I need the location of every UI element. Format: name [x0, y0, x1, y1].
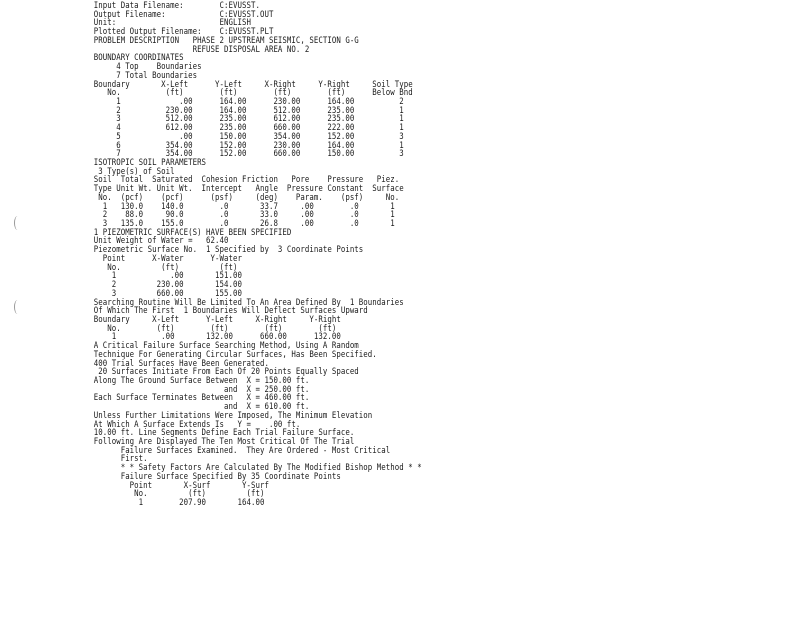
- document-line: Failure Surfaces Examined. They Are Ordered - Most Critical: [93, 445, 391, 456]
- document-line: No. (ft) (ft): [93, 489, 265, 500]
- document-line: At Which A Surface Extends Is Y = .00 ft.: [93, 419, 301, 430]
- document-line: No. (ft) (ft) (ft) (ft): [93, 323, 337, 334]
- document-line: 2 230.00 164.00 512.00 235.00 1: [93, 105, 404, 116]
- document-line: and X = 250.00 ft.: [93, 384, 310, 395]
- document-line: Input Data Filename: C:EVUSST.: [93, 1, 260, 11]
- document-line: 1 130.0 140.0 .0 33.7 .00 .0 1: [93, 201, 395, 212]
- document-line: No. (pcf) (pcf) (psf) (deg) Param. (psf) No.: [93, 192, 400, 203]
- document-line: ISOTROPIC SOIL PARAMETERS: [93, 158, 207, 168]
- document-line: Each Surface Terminates Between X = 460.00 ft.: [93, 393, 310, 404]
- document-line: Failure Surface Specified By 35 Coordinate Points: [93, 471, 341, 482]
- document-line: 3 660.00 155.00: [93, 288, 242, 299]
- document-line: * * Safety Factors Are Calculated By The Modified Bishop Method * *: [93, 463, 422, 474]
- document-line: No. (ft) (ft): [93, 262, 238, 273]
- document-line: 1 .00 151.00: [93, 271, 242, 282]
- document-line: Technique For Generating Circular Surfaces, Has Been Specified.: [93, 349, 377, 360]
- document-line: 4 Top Boundaries: [93, 62, 202, 72]
- document-line: REFUSE DISPOSAL AREA NO. 2: [93, 44, 310, 55]
- scan-edge-mark: [14, 300, 21, 314]
- document-line: 4 612.00 235.00 660.00 222.00 1: [93, 123, 404, 134]
- document-line: 2 230.00 154.00: [93, 280, 242, 290]
- document-line: 6 354.00 152.00 230.00 164.00 1: [93, 140, 404, 151]
- document-line: Soil Total Saturated Cohesion Friction Pore Pressure Piez.: [93, 175, 400, 186]
- document-line: 20 Surfaces Initiate From Each Of 20 Points Equally Spaced: [93, 367, 359, 378]
- document-line: 7 354.00 152.00 660.00 150.00 3: [93, 149, 404, 160]
- document-line: 10.00 ft. Line Segments Define Each Trial Failure Surface.: [93, 428, 355, 439]
- document-line: Point X-Water Y-Water: [93, 253, 242, 264]
- document-line: Unit Weight of Water = 62.40: [93, 236, 229, 247]
- document-line: Plotted Output Filename: C:EVUSST.PLT: [93, 27, 274, 38]
- document-line: and X = 610.00 ft.: [93, 402, 310, 413]
- document-line: 3 Type(s) of Soil: [93, 166, 175, 177]
- document-line: Unit: ENGLISH: [93, 18, 251, 29]
- document-line: Point X-Surf Y-Surf: [93, 480, 269, 491]
- document-line: Unless Further Limitations Were Imposed, The Minimum Elevation: [93, 410, 373, 421]
- document-line: First.: [93, 454, 148, 465]
- document-line: A Critical Failure Surface Searching Method, Using A Random: [93, 341, 359, 352]
- document-line: 1 .00 164.00 230.00 164.00 2: [93, 96, 404, 107]
- document-line: 5 .00 150.00 354.00 152.00 3: [93, 131, 404, 142]
- document-line: Following Are Displayed The Ten Most Critical Of The Trial: [93, 437, 355, 447]
- document-line: 1 .00 132.00 660.00 132.00: [93, 332, 341, 343]
- document-line: Boundary X-Left Y-Left X-Right Y-Right: [93, 314, 341, 325]
- document-line: PROBLEM DESCRIPTION PHASE 2 UPSTREAM SEISMIC, SECTION G-G: [93, 35, 359, 46]
- document-line: Type Unit Wt. Unit Wt. Intercept Angle Pressure Constant Surface: [93, 184, 404, 195]
- scan-edge-mark: [14, 216, 21, 230]
- document-line: 7 Total Boundaries: [93, 70, 198, 81]
- document-line: 3 512.00 235.00 612.00 235.00 1: [93, 114, 404, 125]
- document-line: Output Filename: C:EVUSST.OUT: [93, 9, 274, 20]
- document-line: 400 Trial Surfaces Have Been Generated.: [93, 358, 269, 369]
- document-line: Of Which The First 1 Boundaries Will Deflect Surfaces Upward: [93, 306, 368, 317]
- document-line: Along The Ground Surface Between X = 150.00 ft.: [93, 376, 310, 386]
- document-line: No. (ft) (ft) (ft) (ft) Below Bnd: [93, 88, 413, 99]
- document-line: Piezometric Surface No. 1 Specified by 3 Coordinate Points: [93, 245, 364, 256]
- document-line: Searching Routine Will Be Limited To An Area Defined By 1 Boundaries: [93, 297, 404, 308]
- document-line: Boundary X-Left Y-Left X-Right Y-Right Soil Type: [93, 79, 413, 90]
- document-line: BOUNDARY COORDINATES: [93, 53, 184, 64]
- document-line: 2 88.0 90.0 .0 33.0 .00 .0 1: [93, 210, 395, 221]
- document-line: 1 PIEZOMETRIC SURFACE(S) HAVE BEEN SPECIFIED: [93, 227, 292, 238]
- document-line: 3 135.0 155.0 .0 26.8 .00 .0 1: [93, 219, 395, 229]
- document-line: 1 207.90 164.00: [93, 498, 265, 508]
